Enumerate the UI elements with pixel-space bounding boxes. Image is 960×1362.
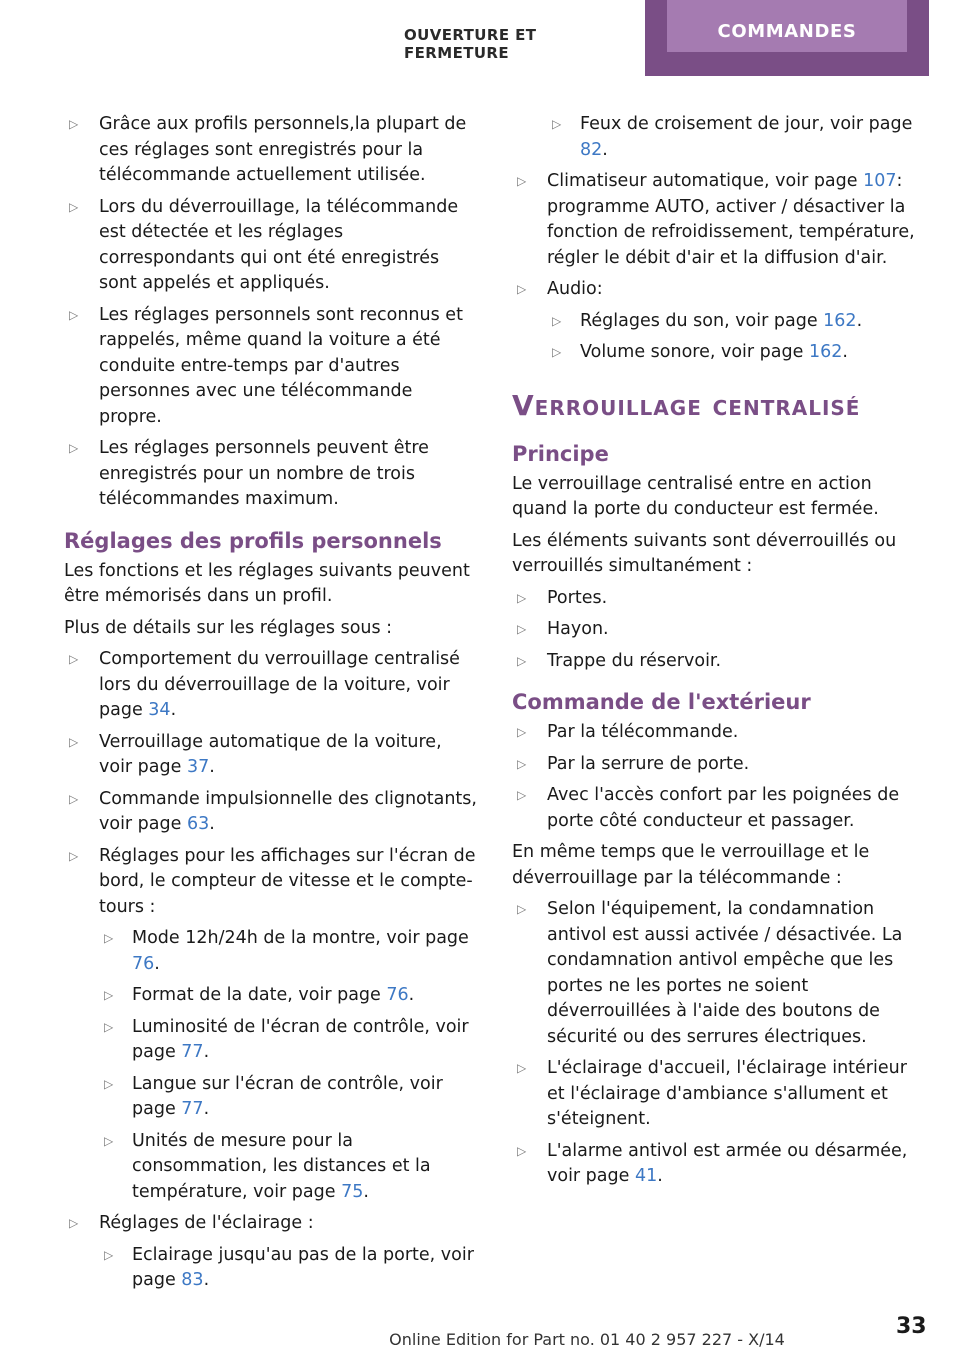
sub-list-item: ▷ Volume sonore, voir page 162.	[547, 340, 928, 366]
triangle-bullet-icon: ▷	[104, 1247, 114, 1262]
principle-heading: Principe	[512, 441, 609, 466]
chapter-tab[interactable]	[645, 0, 929, 76]
paragraph: En même temps que le verrouillage et le déverrouillage par la télécommande :	[512, 842, 870, 888]
page-link[interactable]: 77	[181, 1099, 204, 1119]
list-item: ▷ Par la serrure de porte.	[512, 752, 928, 778]
list-item: ▷ Par la télécommande.	[512, 720, 928, 746]
triangle-bullet-icon: ▷	[69, 734, 79, 749]
page-link[interactable]: 83	[181, 1270, 204, 1290]
sub-list-item: ▷ Eclairage jusqu'au pas de la porte, voir page 83.	[104, 1244, 474, 1290]
central-locking-heading: Verrouillage centralisé	[512, 388, 861, 422]
page-link[interactable]: 76	[386, 985, 409, 1005]
list-item: ▷ Réglages de l'éclairage : ▷ Eclairage jusqu'au pas de la porte, voir page 83.	[64, 1211, 480, 1294]
page-link[interactable]: 63	[186, 814, 210, 834]
list-item: ▷ Réglages pour les affichages sur l'écran de bord, le compteur de vitesse et le compte-tours : ▷ Mode 12h/24h de la montre, voir page 76. ▷ Format de la date, voir page 76. ▷ Luminosité de l'écran de contrôle, voir page 77. ▷ Langue sur l'écran de contrôle, voir page 77. ▷ Unités de mesure pour la consommation, les distances et la température, voir page 75.	[64, 844, 480, 1206]
sub-list	[547, 309, 928, 366]
triangle-bullet-icon: ▷	[517, 788, 527, 802]
paragraph: Les éléments suivants sont déverrouillés ou verrouillés simultanément :	[512, 530, 897, 576]
triangle-bullet-icon: ▷	[552, 313, 562, 328]
list-item: ▷ Selon l'équipement, la condamnation antivol est aussi activée / désactivée. La condamnation antivol empêche que les portes ne les portes ne soient déverrouillées à l'aide des boutons de sécurité ou des serrures électriques.	[517, 899, 903, 1047]
page-link[interactable]: 162	[808, 342, 843, 362]
right-column	[512, 112, 928, 1196]
list-item: ▷ Avec l'accès confort par les poignées de porte côté conducteur et passager.	[517, 785, 900, 831]
triangle-bullet-icon: ▷	[517, 725, 527, 739]
list-item: ▷ Trappe du réservoir.	[512, 649, 928, 675]
profiles-heading: Réglages des profils personnels	[64, 528, 442, 553]
edition-footer: Online Edition for Part no. 01 40 2 957 227 - X/14	[389, 1330, 785, 1349]
triangle-bullet-icon: ▷	[69, 848, 79, 863]
bullet-list	[512, 720, 928, 834]
page-link[interactable]: 82	[580, 139, 603, 160]
list-item: ▷ Comportement du verrouillage centralisé lors du déverrouillage de la voiture, voir page 34.	[69, 649, 460, 720]
paragraph: Le verrouillage centralisé entre en action quand la porte du conducteur est fermée.	[512, 473, 879, 519]
triangle-bullet-icon: ▷	[517, 756, 527, 771]
page-link[interactable]: 162	[823, 310, 857, 331]
bullet-list	[512, 897, 928, 1190]
sub-list	[99, 926, 480, 1205]
triangle-bullet-icon: ▷	[104, 1133, 114, 1148]
bullet-list	[64, 112, 480, 513]
page-link[interactable]: 41	[634, 1166, 658, 1186]
triangle-bullet-icon: ▷	[517, 902, 527, 916]
list-item: ▷ Grâce aux profils personnels,la plupart de ces réglages sont enregistrés pour la télécommande actuellement utilisée.	[69, 114, 467, 185]
left-column	[64, 112, 480, 1300]
triangle-bullet-icon: ▷	[552, 117, 562, 131]
list-item: ▷ Climatiseur automatique, voir page 107: programme AUTO, activer / désactiver la fonction de refroidissement, température, régler le débit d'air et la diffusion d'air.	[517, 171, 915, 268]
list-item: ▷ Les réglages personnels sont reconnus et rappelés, même quand la voiture a été conduite entre-temps par d'autres personnes avec une télécommande propre.	[69, 304, 463, 427]
triangle-bullet-icon: ▷	[517, 282, 527, 296]
bullet-list	[512, 586, 928, 675]
sub-list-item: ▷ Langue sur l'écran de contrôle, voir page 77.	[104, 1073, 443, 1119]
sub-list	[512, 112, 928, 163]
sub-list-item: ▷ Feux de croisement de jour, voir page 82.	[552, 114, 913, 160]
sub-list-item: ▷ Réglages du son, voir page 162.	[547, 309, 928, 335]
chapter-tab-label: COMMANDES	[667, 0, 907, 52]
triangle-bullet-icon: ▷	[69, 791, 79, 806]
triangle-bullet-icon: ▷	[552, 345, 562, 359]
triangle-bullet-icon: ▷	[69, 117, 79, 131]
sub-list-item: ▷ Unités de mesure pour la consommation, les distances et la température, voir page 75.	[104, 1130, 431, 1202]
triangle-bullet-icon: ▷	[517, 1143, 527, 1158]
triangle-bullet-icon: ▷	[69, 1216, 79, 1230]
exterior-heading: Commande de l'extérieur	[512, 690, 811, 714]
sub-list-item: ▷ Mode 12h/24h de la montre, voir page 76.	[104, 928, 469, 974]
page-link[interactable]: 76	[132, 953, 155, 974]
sub-list-item: ▷ Format de la date, voir page 76.	[99, 983, 480, 1009]
section-label: OUVERTURE ET FERMETURE	[404, 26, 537, 62]
page-link[interactable]: 34	[148, 700, 171, 720]
list-item: ▷ Audio: ▷ Réglages du son, voir page 162. ▷ Volume sonore, voir page 162.	[512, 277, 928, 366]
triangle-bullet-icon: ▷	[104, 1076, 114, 1091]
triangle-bullet-icon: ▷	[517, 622, 527, 636]
sub-list-item: ▷ Luminosité de l'écran de contrôle, voir page 77.	[104, 1016, 469, 1062]
page-link[interactable]: 75	[341, 1181, 364, 1202]
list-item: ▷ L'éclairage d'accueil, l'éclairage intérieur et l'éclairage d'ambiance s'allument et s'éteignent.	[517, 1058, 907, 1129]
triangle-bullet-icon: ▷	[517, 590, 527, 605]
paragraph: Plus de détails sur les réglages sous :	[64, 617, 393, 638]
triangle-bullet-icon: ▷	[517, 174, 527, 188]
triangle-bullet-icon: ▷	[104, 931, 114, 945]
triangle-bullet-icon: ▷	[69, 441, 79, 455]
page-header	[0, 0, 960, 78]
list-item: ▷ Verrouillage automatique de la voiture, voir page 37.	[69, 731, 442, 777]
triangle-bullet-icon: ▷	[104, 1019, 114, 1034]
triangle-bullet-icon: ▷	[69, 199, 79, 214]
page-link[interactable]: 77	[181, 1042, 204, 1062]
triangle-bullet-icon: ▷	[517, 1061, 527, 1075]
bullet-list	[64, 647, 480, 1294]
triangle-bullet-icon: ▷	[104, 988, 114, 1002]
page-link[interactable]: 107	[863, 171, 897, 191]
triangle-bullet-icon: ▷	[69, 307, 79, 322]
list-item: ▷ Lors du déverrouillage, la télécommande est détectée et les réglages correspondants qui ont été enregistrés sont appelés et appliqués.	[69, 196, 459, 293]
page-number: 33	[896, 1314, 927, 1339]
list-item: ▷ L'alarme antivol est armée ou désarmée, voir page 41.	[517, 1140, 908, 1186]
triangle-bullet-icon: ▷	[517, 653, 527, 668]
list-item: ▷ Hayon.	[512, 617, 928, 643]
list-item: ▷ Commande impulsionnelle des clignotants, voir page 63.	[69, 788, 477, 834]
triangle-bullet-icon: ▷	[69, 652, 79, 666]
paragraph: Les fonctions et les réglages suivants peuvent être mémorisés dans un profil.	[64, 560, 470, 606]
list-item: ▷ Les réglages personnels peuvent être enregistrés pour un nombre de trois télécommandes maximum.	[69, 438, 429, 509]
list-item: ▷ Portes.	[512, 586, 928, 612]
page-link[interactable]: 37	[186, 757, 210, 777]
bullet-list	[512, 169, 928, 366]
sub-list	[99, 1243, 480, 1294]
